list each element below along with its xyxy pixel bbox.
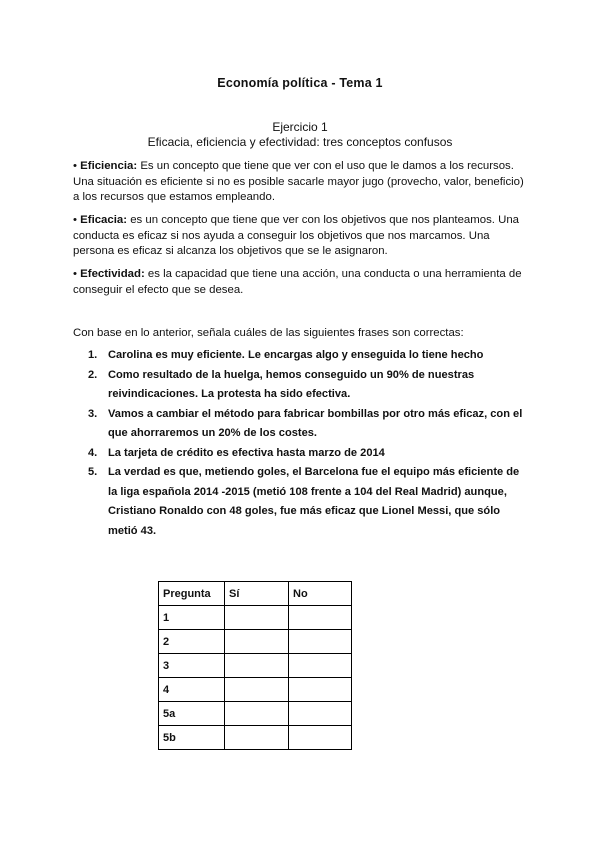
question-text: Como resultado de la huelga, hemos conseguido un 90% de nuestras reivindicaciones. La protesta ha sido efectiva.	[108, 368, 475, 400]
question-text: La verdad es que, metiendo goles, el Barcelona fue el equipo más eficiente de la liga española 2014 -2015 (metió 108 frente a 104 del Real Madrid) aunque, Cristiano Ronaldo con 48 goles, fue más eficaz que Lionel Messi, que sólo metió 43.	[108, 466, 520, 537]
header-no: No	[289, 582, 352, 606]
answer-no-cell[interactable]	[289, 606, 352, 630]
definition-text: es un concepto que tiene que ver con los objetivos que nos planteamos. Una conducta es eficaz si nos ayuda a conseguir los objetivos que nos marcamos. Una persona es eficaz si alcanza los objetivos que se le asignaron.	[73, 214, 520, 257]
question-id-cell: 2	[159, 630, 225, 654]
table-row	[159, 654, 352, 678]
question-item	[84, 405, 529, 444]
question-item	[84, 463, 529, 541]
table-row	[159, 726, 352, 750]
definition-term: Eficacia:	[80, 214, 128, 226]
answer-no-cell[interactable]	[289, 654, 352, 678]
definition-term: Eficiencia:	[80, 160, 138, 172]
table-header-row	[159, 582, 352, 606]
answer-no-cell[interactable]	[289, 726, 352, 750]
table-row	[159, 702, 352, 726]
definition-efectividad	[73, 267, 528, 298]
answer-si-cell[interactable]	[225, 702, 289, 726]
exercise-number: Ejercicio 1	[272, 120, 328, 134]
document-title: Economía política - Tema 1	[217, 76, 383, 90]
table-row	[159, 630, 352, 654]
question-number: 4.	[88, 446, 98, 459]
question-text: Carolina es muy eficiente. Le encargas algo y enseguida lo tiene hecho	[108, 349, 484, 361]
bullet: •	[73, 268, 77, 280]
table-row	[159, 678, 352, 702]
table-row	[159, 606, 352, 630]
definition-eficiencia	[73, 159, 528, 206]
bullet: •	[73, 214, 77, 226]
answer-si-cell[interactable]	[225, 630, 289, 654]
exercise-heading	[0, 120, 600, 150]
answer-si-cell[interactable]	[225, 726, 289, 750]
definition-term: Efectividad:	[80, 268, 145, 280]
definition-text: es la capacidad que tiene una acción, una conducta o una herramienta de conseguir el efecto que se desea.	[73, 268, 522, 296]
question-number: 3.	[88, 407, 98, 420]
bullet: •	[73, 160, 77, 172]
question-id-cell: 3	[159, 654, 225, 678]
definition-text: Es un concepto que tiene que ver con el uso que le damos a los recursos. Una situación es eficiente si no es posible sacarle mayor jugo (provecho, valor, beneficio) a los recursos que estamos empleando.	[73, 160, 524, 203]
question-text: Vamos a cambiar el método para fabricar bombillas por otro más eficaz, con el que ahorraremos un 20% de los costes.	[108, 407, 523, 439]
questions-list	[84, 346, 529, 541]
questions-intro: Con base en lo anterior, señala cuáles de las siguientes frases son correctas:	[73, 327, 464, 339]
answer-si-cell[interactable]	[225, 654, 289, 678]
question-item	[84, 346, 529, 366]
header-si: Sí	[225, 582, 289, 606]
definition-eficacia	[73, 213, 528, 260]
answer-no-cell[interactable]	[289, 702, 352, 726]
exercise-subtitle: Eficacia, eficiencia y efectividad: tres conceptos confusos	[147, 135, 453, 149]
question-number: 5.	[88, 466, 98, 478]
question-number: 2.	[88, 368, 98, 381]
answer-no-cell[interactable]	[289, 678, 352, 702]
question-item	[84, 444, 529, 464]
question-id-cell: 4	[159, 678, 225, 702]
answer-si-cell[interactable]	[225, 678, 289, 702]
question-text: La tarjeta de crédito es efectiva hasta marzo de 2014	[108, 446, 385, 459]
question-id-cell: 5b	[159, 726, 225, 750]
question-id-cell: 5a	[159, 702, 225, 726]
question-item	[84, 366, 529, 405]
answer-si-cell[interactable]	[225, 606, 289, 630]
question-number: 1.	[88, 349, 98, 361]
answer-no-cell[interactable]	[289, 630, 352, 654]
question-id-cell: 1	[159, 606, 225, 630]
answer-table	[158, 581, 352, 750]
header-pregunta: Pregunta	[159, 582, 225, 606]
